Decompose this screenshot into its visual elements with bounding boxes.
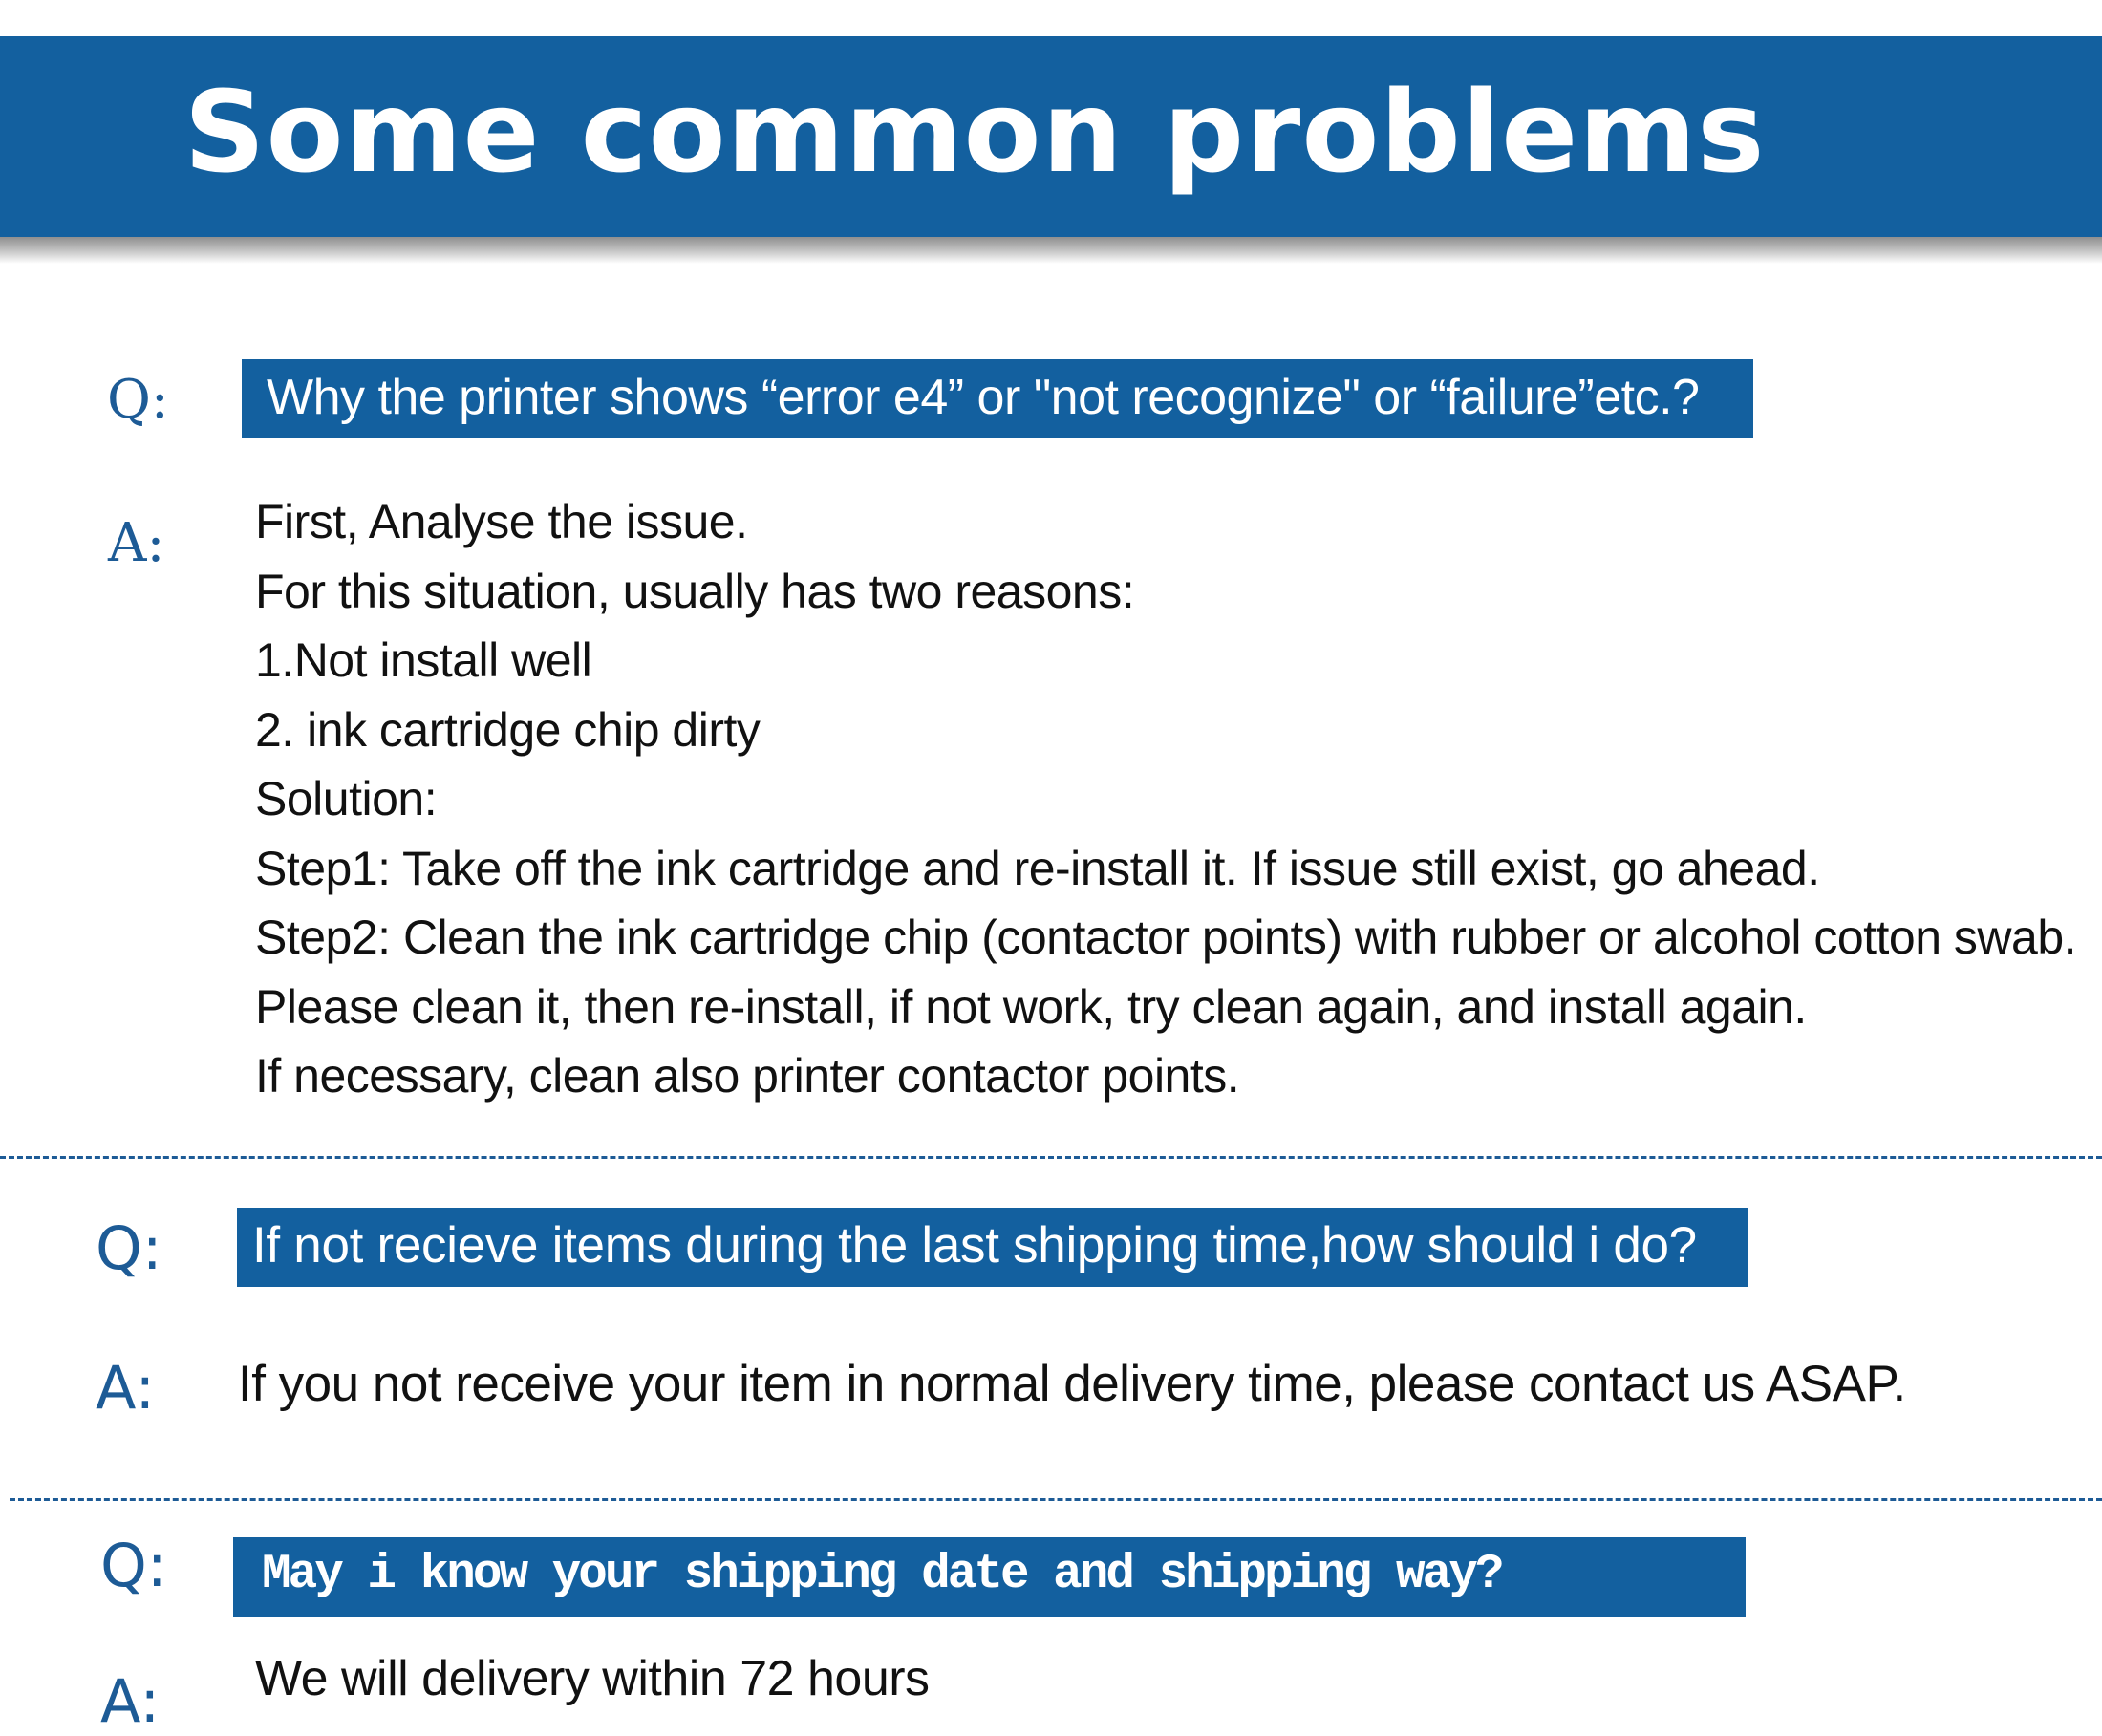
- answer-text: If you not receive your item in normal delivery time, please contact us ASAP.: [238, 1356, 1906, 1412]
- answer-text: We will delivery within 72 hours: [255, 1651, 930, 1706]
- answer-line: First, Analyse the issue.: [255, 495, 748, 548]
- answer-line: 2. ink cartridge chip dirty: [255, 702, 761, 757]
- answer-text: [255, 487, 2090, 1111]
- answer-line: Step1: Take off the ink cartridge and re-install it. If issue still exist, go ahead.: [255, 841, 1820, 895]
- answer-label: A:: [108, 512, 165, 574]
- answer-line: Step2: Clean the ink cartridge chip (contactor points) with rubber or alcohol cotton swab.: [255, 911, 2077, 964]
- section-divider: [0, 1156, 2102, 1159]
- answer-line: Please clean it, then re-install, if not work, try clean again, and install again.: [255, 979, 1807, 1034]
- answer-line: For this situation, usually has two reasons:: [255, 564, 1135, 618]
- section-divider: [10, 1498, 2102, 1501]
- header-shadow: [0, 237, 2102, 264]
- answer-line: Solution:: [255, 772, 438, 825]
- page-title: Some common problems: [183, 66, 1766, 198]
- question-label: Q:: [107, 369, 169, 431]
- question-bar: May i know your shipping date and shipping way?: [233, 1537, 1746, 1617]
- answer-line: 1.Not install well: [255, 633, 592, 687]
- answer-line: If necessary, clean also printer contactor points.: [255, 1049, 1240, 1103]
- answer-label: A:: [100, 1666, 161, 1736]
- question-bar: Why the printer shows “error e4” or "not recognize" or “failure”etc.?: [242, 359, 1753, 438]
- answer-label: A:: [96, 1353, 156, 1423]
- question-bar: If not recieve items during the last shipping time,how should i do?: [237, 1208, 1748, 1287]
- question-label: Q:: [96, 1213, 162, 1283]
- question-label: Q:: [100, 1531, 167, 1600]
